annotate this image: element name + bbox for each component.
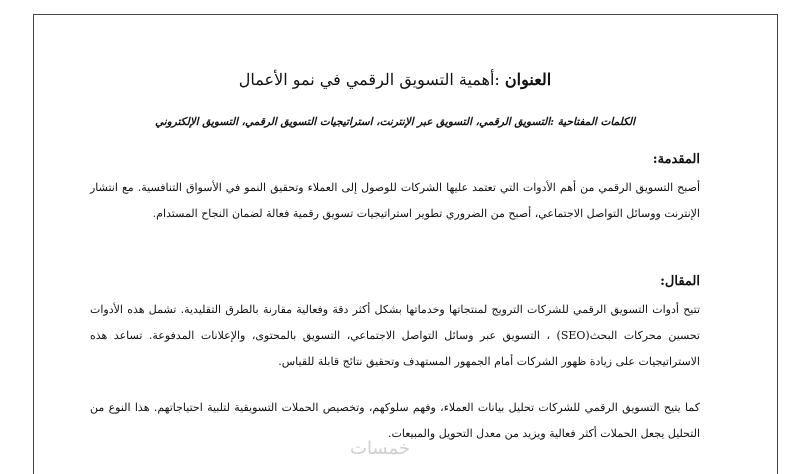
document-title: [90, 70, 700, 89]
watermark: خمسات: [350, 438, 411, 459]
title-text: :أهمية التسويق الرقمي في نمو الأعمال: [238, 70, 500, 89]
keywords-line: الكلمات المفتاحية :التسويق الرقمي، التسويق عبر الإنترنت، استراتيجيات التسويق الرقمي، التسويق الإلكتروني: [154, 116, 636, 128]
article-paragraph-2: كما يتيح التسويق الرقمي للشركات تحليل بيانات العملاء، وفهم سلوكهم، وتخصيص الحملات التسويقية لتلبية احتياجاتهم. هذا النوع من التحليل يجعل الحملات أكثر فعالية ويزيد من معدل التحويل والمبيعات.: [90, 401, 700, 440]
intro-heading: المقدمة:: [652, 152, 700, 167]
title-label: العنوان: [504, 70, 552, 89]
article-heading: المقال:: [660, 274, 700, 289]
intro-paragraph: أصبح التسويق الرقمي من أهم الأدوات التي تعتمد عليها الشركات للوصول إلى العملاء وتحقيق النمو في الأسواق التنافسية. مع انتشار الإنترنت ووسائل التواصل الاجتماعي، أصبح من الضروري تطوير استراتيجيات تسويق رقمية فعالة لضمان النجاح المستدام.: [90, 181, 700, 220]
article-paragraph-1: تتيح أدوات التسويق الرقمي للشركات الترويج لمنتجاتها وخدماتها بشكل أكثر دقة وفعالية مقارنة بالطرق التقليدية. تشمل هذه الأدوات تحسين محركات البحث(SEO) ، التسويق عبر وسائل التواصل الاجتماعي، التسويق بالمحتوى، والإعلانات المدفوعة. تساعد هذه الاستراتيجيات على زيادة ظهور الشركات أمام الجمهور المستهدف وتحقيق نتائج قابلة للقياس.: [90, 303, 700, 368]
